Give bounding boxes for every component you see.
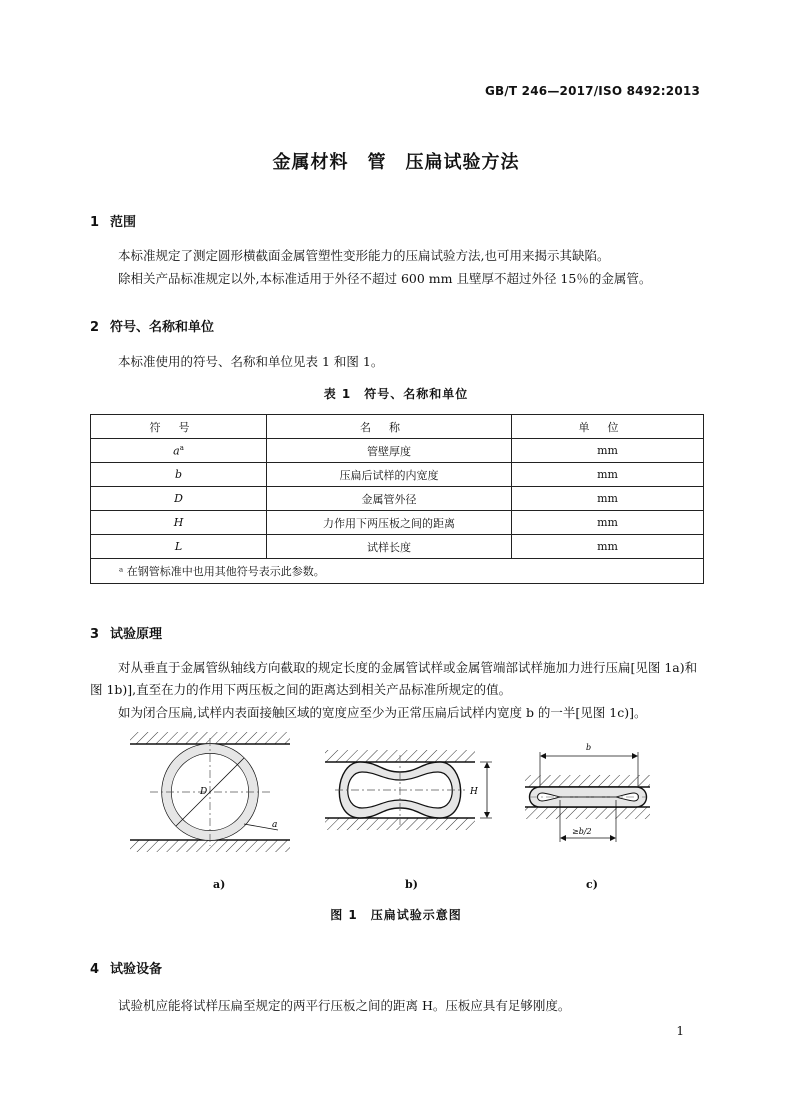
table-header: 符号 bbox=[91, 415, 267, 439]
symbol-cell: L bbox=[91, 535, 267, 559]
table-row bbox=[91, 487, 704, 511]
subfigure-label-a: a) bbox=[213, 878, 226, 891]
symbol-cell: $a^a$ bbox=[91, 439, 267, 463]
section-1-heading bbox=[90, 211, 136, 230]
section-2-paragraph: 本标准使用的符号、名称和单位见表 1 和图 1。 bbox=[118, 354, 384, 369]
section-2-heading bbox=[90, 316, 214, 335]
label-b: b bbox=[586, 743, 592, 752]
section-title: 范围 bbox=[110, 215, 137, 230]
page-number: 1 bbox=[676, 1024, 684, 1038]
section-1-paragraph-1: 本标准规定了测定圆形横截面金属管塑性变形能力的压扁试验方法,也可用来揭示其缺陷。 bbox=[118, 248, 610, 263]
name-cell: 金属管外径 bbox=[267, 487, 512, 511]
name-cell: 力作用下两压板之间的距离 bbox=[267, 511, 512, 535]
standard-code: GB/T 246—2017/ISO 8492:2013 bbox=[484, 84, 700, 98]
figure-b-flattened-tube bbox=[325, 750, 492, 830]
table-row bbox=[91, 511, 704, 535]
label-half-b: ≥b/2 bbox=[572, 827, 592, 836]
section-3-heading bbox=[90, 623, 162, 642]
unit-cell: mm bbox=[512, 463, 704, 487]
label-H: H bbox=[470, 787, 478, 797]
label-D: D bbox=[200, 787, 208, 797]
table-note-row bbox=[91, 559, 704, 584]
figure-a-round-tube bbox=[130, 732, 290, 852]
flattening-test-figure bbox=[120, 730, 680, 880]
label-a: a bbox=[272, 820, 278, 830]
subfigure-label-b: b) bbox=[405, 878, 418, 891]
section-number: 1 bbox=[90, 215, 100, 230]
section-4-heading bbox=[90, 958, 162, 977]
section-title: 试验原理 bbox=[110, 627, 163, 642]
table-footnote: ᵃ 在钢管标准中也用其他符号表示此参数。 bbox=[91, 559, 704, 584]
name-cell: 压扁后试样的内宽度 bbox=[267, 463, 512, 487]
section-1-paragraph-2: 除相关产品标准规定以外,本标准适用于外径不超过 600 mm 且壁厚不超过外径 15％的金属管。 bbox=[118, 271, 652, 286]
table-header: 名称 bbox=[267, 415, 512, 439]
table-row bbox=[91, 535, 704, 559]
table-1-caption: 表 1 符号、名称和单位 bbox=[323, 387, 469, 401]
section-3-paragraph-1: 对从垂直于金属管纵轴线方向截取的规定长度的金属管试样或金属管端部试样施加力进行压扁[见图 1a)和图 1b)],直至在力的作用下两压板之间的距离达到相关产品标准所规定的值。 bbox=[90, 660, 698, 697]
section-number: 3 bbox=[90, 627, 100, 642]
symbol-cell: b bbox=[91, 463, 267, 487]
table-header-row bbox=[91, 415, 704, 439]
symbol-cell: H bbox=[91, 511, 267, 535]
unit-cell: mm bbox=[512, 535, 704, 559]
name-cell: 管壁厚度 bbox=[267, 439, 512, 463]
section-title: 符号、名称和单位 bbox=[110, 320, 215, 335]
symbols-table bbox=[90, 414, 704, 584]
figure-1-caption: 图 1 压扁试验示意图 bbox=[330, 908, 462, 922]
table-row bbox=[91, 439, 704, 463]
subfigure-label-c: c) bbox=[586, 878, 598, 891]
section-4-paragraph: 试验机应能将试样压扁至规定的两平行压板之间的距离 H。压板应具有足够刚度。 bbox=[118, 998, 571, 1013]
section-number: 2 bbox=[90, 320, 100, 335]
table-row bbox=[91, 463, 704, 487]
document-title: 金属材料 管 压扁试验方法 bbox=[272, 152, 520, 173]
name-cell: 试样长度 bbox=[267, 535, 512, 559]
table-header: 单位 bbox=[512, 415, 704, 439]
section-number: 4 bbox=[90, 962, 100, 977]
symbol-cell: D bbox=[91, 487, 267, 511]
unit-cell: mm bbox=[512, 511, 704, 535]
unit-cell: mm bbox=[512, 439, 704, 463]
section-3-paragraph-2: 如为闭合压扁,试样内表面接触区域的宽度应至少为正常压扁后试样内宽度 b 的一半[见图 1c)]。 bbox=[118, 705, 647, 720]
unit-cell: mm bbox=[512, 487, 704, 511]
figure-c-closed-flattening bbox=[525, 743, 650, 842]
section-title: 试验设备 bbox=[110, 962, 163, 977]
